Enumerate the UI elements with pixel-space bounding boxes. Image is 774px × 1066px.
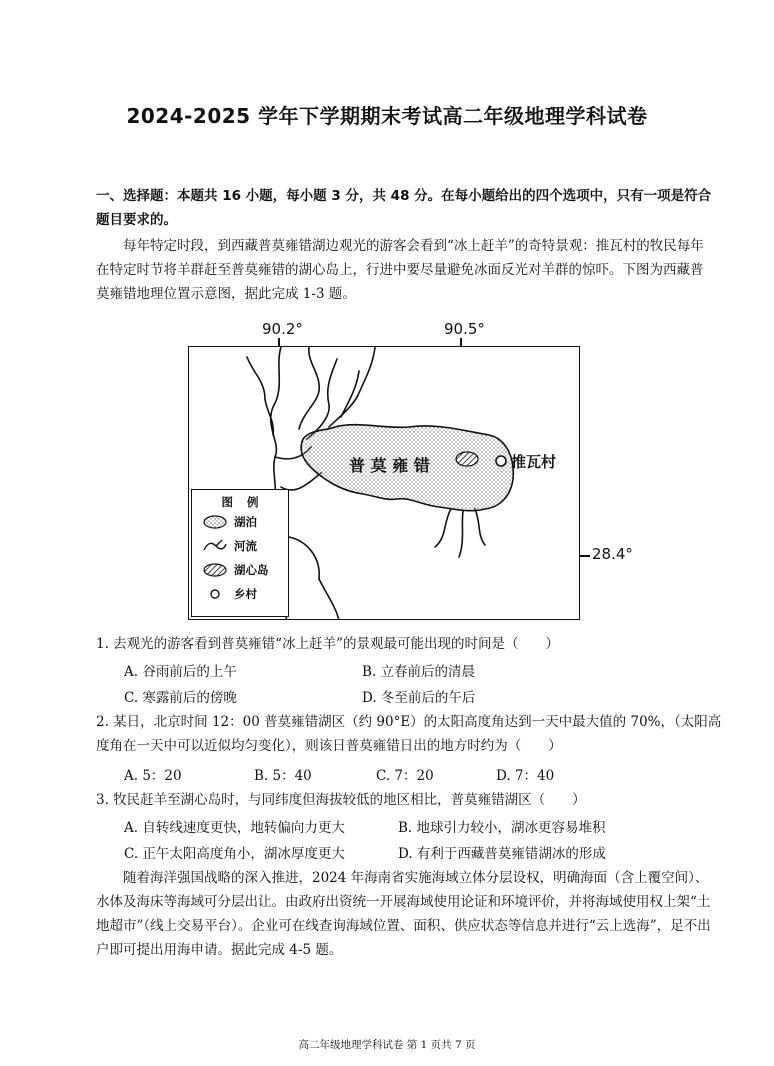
village-point	[496, 456, 506, 466]
legend-row-island	[192, 558, 288, 582]
question-3-option-d: D. 有利于西藏普莫雍错湖冰的形成	[398, 846, 606, 862]
question-2-option-a: A. 5：20	[124, 768, 182, 784]
longitude-label-left: 90.2°	[262, 320, 303, 338]
island-shape	[456, 452, 478, 466]
longitude-tick-left	[278, 338, 280, 346]
lake-location-map	[188, 346, 580, 620]
river-branch	[299, 347, 319, 429]
question-2-option-b: B. 5：40	[254, 768, 312, 784]
village-icon	[200, 585, 230, 603]
lake-label: 普 莫 雍 错	[349, 456, 430, 475]
question-1-option-a: A. 谷雨前后的上午	[124, 664, 237, 680]
passage-intro-1: 每年特定时段，到西藏普莫雍错湖边观光的游客会看到“冰上赶羊”的奇特景观：推瓦村的牧民每年在特定时节将羊群赶至普莫雍错的湖心岛上，行进中要尽量避免冰面反光对羊群的惊吓。下图为西藏普莫雍错地理位置示意图，据此完成 1-3 题。	[96, 238, 704, 302]
legend-row-river	[192, 534, 288, 558]
section-heading: 一、选择题：本题共 16 小题，每小题 3 分，共 48 分。在每小题给出的四个选项中，只有一项是符合题目要求的。	[96, 188, 712, 228]
latitude-label: 28.4°	[592, 545, 633, 563]
question-3-option-a: A. 自转线速度更快，地转偏向力更大	[124, 820, 345, 836]
question-1-option-d: D. 冬至前后的午后	[362, 690, 476, 706]
passage-intro-2: 随着海洋强国战略的深入推进，2024 年海南省实施海域立体分层设权，明确海面（含上覆空间）、水体及海床等海域可分层出让。由政府出资统一开展海域使用论证和环境评价，并将海域使用权上架“土地超市”（线上交易平台）。企业可在线查询海域位置、面积、供应状态等信息并进行“云上选海”，足不出户即可提出用海申请。据此完成 4-5 题。	[96, 870, 711, 958]
river-icon	[200, 537, 230, 555]
latitude-tick	[580, 555, 590, 557]
longitude-tick-right	[460, 338, 462, 346]
river-branch	[459, 511, 463, 557]
question-1-option-c: C. 寒露前后的傍晚	[124, 690, 237, 706]
island-icon	[200, 561, 230, 579]
lake-icon	[200, 513, 230, 531]
map-legend	[191, 489, 289, 617]
river-branch	[247, 357, 273, 435]
legend-label-river: 河流	[234, 539, 257, 553]
exam-title: 2024-2025 学年下学期期末考试高二年级地理学科试卷	[126, 104, 648, 128]
river-branch	[319, 579, 339, 620]
legend-title: 图例	[221, 495, 273, 509]
question-2-option-c: C. 7：20	[376, 768, 434, 784]
legend-row-village	[192, 582, 288, 606]
legend-label-village: 乡村	[234, 587, 257, 601]
longitude-label-right: 90.5°	[444, 320, 485, 338]
river-branch	[435, 509, 451, 547]
question-1-stem: 1. 去观光的游客看到普莫雍错“冰上赶羊”的景观最可能出现的时间是（ ）	[96, 636, 559, 652]
river-branch	[329, 347, 375, 427]
question-3-option-b: B. 地球引力较小，湖冰更容易堆积	[398, 820, 606, 836]
river-branch	[475, 509, 485, 545]
river-branch	[281, 473, 321, 490]
question-3-option-c: C. 正午太阳高度角小，湖冰厚度更大	[124, 846, 345, 862]
page-footer: 高二年级地理学科试卷 第 1 页共 7 页	[298, 1039, 476, 1051]
river-branch	[289, 537, 319, 579]
question-1-option-b: B. 立春前后的清晨	[362, 664, 476, 680]
village-label: 推瓦村	[511, 453, 557, 471]
legend-label-lake: 湖泊	[234, 515, 257, 529]
question-2-stem: 2. 某日，北京时间 12：00 普莫雍错湖区（约 90°E）的太阳高度角达到一天中最大值的 70%，（太阳高度角在一天中可以近似均匀变化），则该日普莫雍错日出的地方时约为（ ）	[96, 714, 722, 754]
legend-row-lake	[192, 510, 288, 534]
river-branch	[307, 359, 337, 439]
question-3-stem: 3. 牧民赶羊至湖心岛时，与同纬度但海拔较低的地区相比，普莫雍错湖区（ ）	[96, 792, 586, 808]
river-branch	[341, 371, 359, 417]
question-2-option-d: D. 7：40	[496, 768, 555, 784]
legend-label-island: 湖心岛	[234, 563, 269, 577]
